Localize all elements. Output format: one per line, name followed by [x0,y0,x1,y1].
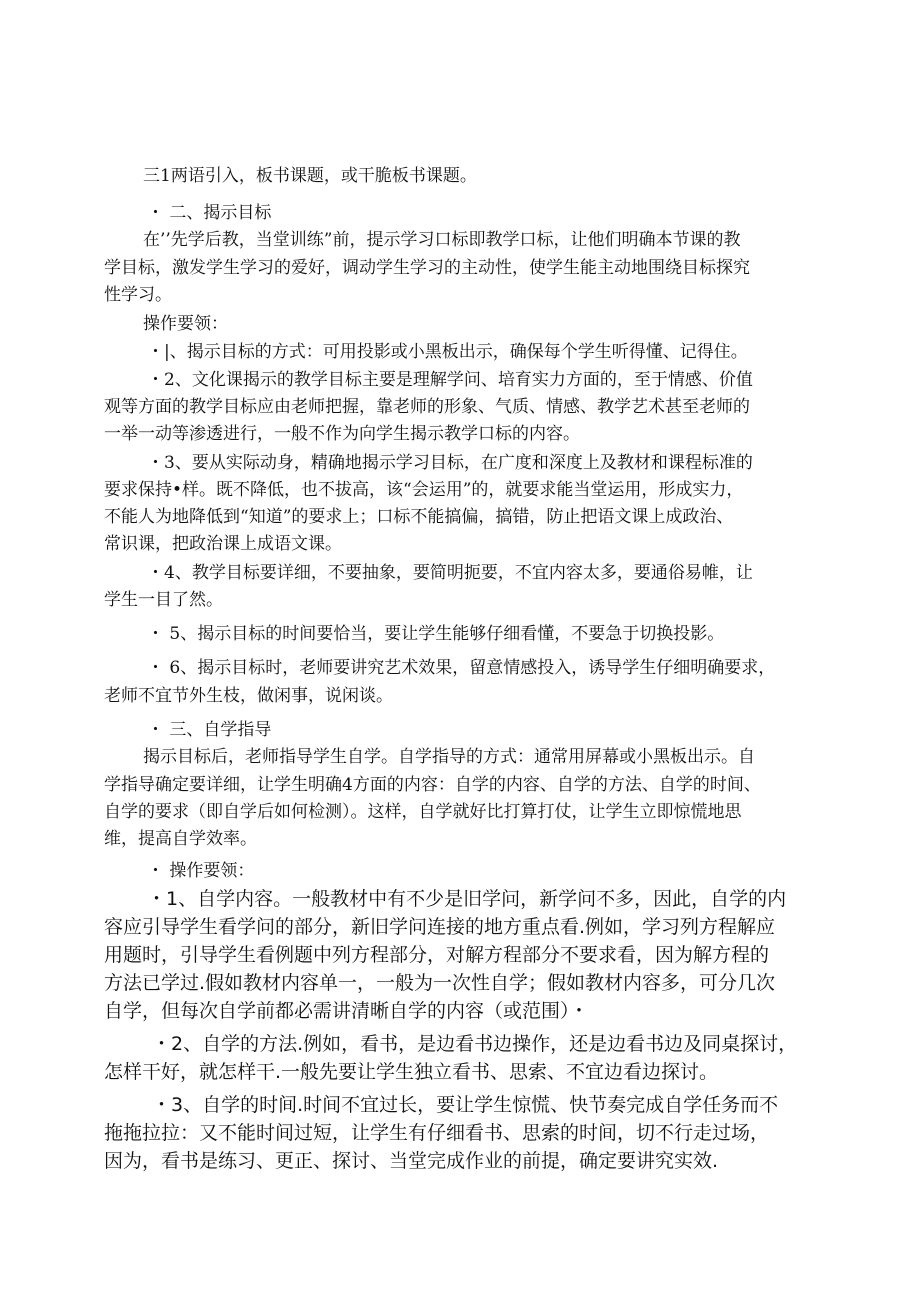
intro-line: 三1两语引入，板书课题，或干脆板书课题。 [143,166,477,186]
section2-item6-line: ・ 6、揭示目标时，老师要讲究艺术效果，留意情感投入，诱导学生仔细明确要求， [147,658,776,678]
section2-item2-line: 一举一动等渗透进行，一般不作为向学生揭示教学口标的内容。 [104,424,580,444]
section3-item2-line: 怎样干好，就怎样干.一般先要让学生独立看书、思索、不宜边看边探讨。 [104,1061,719,1083]
section3-para-line: 揭示目标后，老师指导学生自学。自学指导的方式：通常用屏幕或小黑板出示。自 [143,747,755,767]
section3-para-line: 自学的要求（即自学后如何检测）。这样，自学就好比打算打仗，让学生立即惊慌地思 [104,802,742,822]
section2-ops-label: 操作要领： [143,314,228,334]
section2-para-line: 在’’先学后教，当堂训练”前，提示学习口标即教学口标，让他们明确本节课的教 [143,230,741,250]
section2-item4-line: ・4、教学目标要详细，不要抽象，要简明扼要，不宜内容太多，要通俗易帷，让 [147,563,753,583]
section3-item2-line: ・2、自学的方法.例如，看书，是边看书边操作，还是边看书边及同桌探讨， [152,1033,798,1055]
section3-ops-label: ・ 操作要领： [147,861,255,881]
section2-item1: ・|、揭示目标的方式：可用投影或小黑板出示，确保每个学生听得懂、记得住。 [147,342,748,362]
section3-item1-line: ・1、自学内容。一般教材中有不少是旧学问，新学问不多，因此，自学的内 [147,888,787,910]
section2-item2-line: 观等方面的教学目标应由老师把握，靠老师的形象、气质、情感、教学艺术甚至老师的 [104,397,750,417]
section3-item3-line: ・3、自学的时间.时间不宜过长，要让学生惊慌、快节奏完成自学任务而不 [152,1094,779,1116]
section2-para-line: 学目标，激发学生学习的爱好，调动学生学习的主动性，使学生能主动地围绕目标探究 [104,258,750,278]
section3-item3-line: 因为，看书是练习、更正、探讨、当堂完成作业的前提，确定要讲究实效. [104,1150,719,1172]
section2-item3-line: ・3、要从实际动身，精确地揭示学习目标，在广度和深度上及教材和课程标准的 [147,453,753,473]
section2-item3-line: 不能人为地降低到“知道”的要求上；口标不能搞偏，搞错，防止把语文课上成政治、 [104,507,734,527]
section3-item1-line: 方法已学过.假如教材内容单一，一般为一次性自学；假如教材内容多，可分几次 [104,972,776,994]
section2-heading: ・ 二、揭示目标 [147,203,272,223]
section2-item3-line: 要求保持•样。既不降低，也不拔高，该“会运用”的，就要求能当堂运用，形成实力， [104,480,744,500]
section3-item1-line: 用题时，引导学生看例题中列方程部分，对解方程部分不要求看，因为解方程的 [104,944,770,966]
section2-item3-line: 常识课，把政治课上成语文课。 [104,534,342,554]
section3-item1-line: 自学，但每次自学前都必需讲清晰自学的内容（或范围）・ [104,1000,589,1022]
section2-item5: ・ 5、揭示目标的时间要恰当，要让学生能够仔细看懂，不要急于切换投影。 [147,624,725,644]
section3-item3-line: 拖拖拉拉：又不能时间过短，让学生有仔细看书、思索的时间，切不行走过场， [104,1122,770,1144]
section3-heading: ・ 三、自学指导 [147,720,272,740]
section3-para-line: 维，提高自学效率。 [104,829,257,849]
section3-para-line: 学指导确定要详细，让学生明确4方面的内容：自学的内容、自学的方法、自学的时间、 [104,775,761,795]
section2-item4-line: 学生一目了然。 [104,590,223,610]
section2-item6-line: 老师不宜节外生枝，做闲事，说闲谈。 [104,686,393,706]
section2-item2-line: ・2、文化课揭示的教学目标主要是理解学问、培育实力方面的，至于情感、价值 [147,370,753,390]
section2-para-line: 性学习。 [104,285,172,305]
section3-item1-line: 容应引导学生看学问的部分，新旧学问连接的地方重点看.例如，学习列方程解应 [104,916,776,938]
